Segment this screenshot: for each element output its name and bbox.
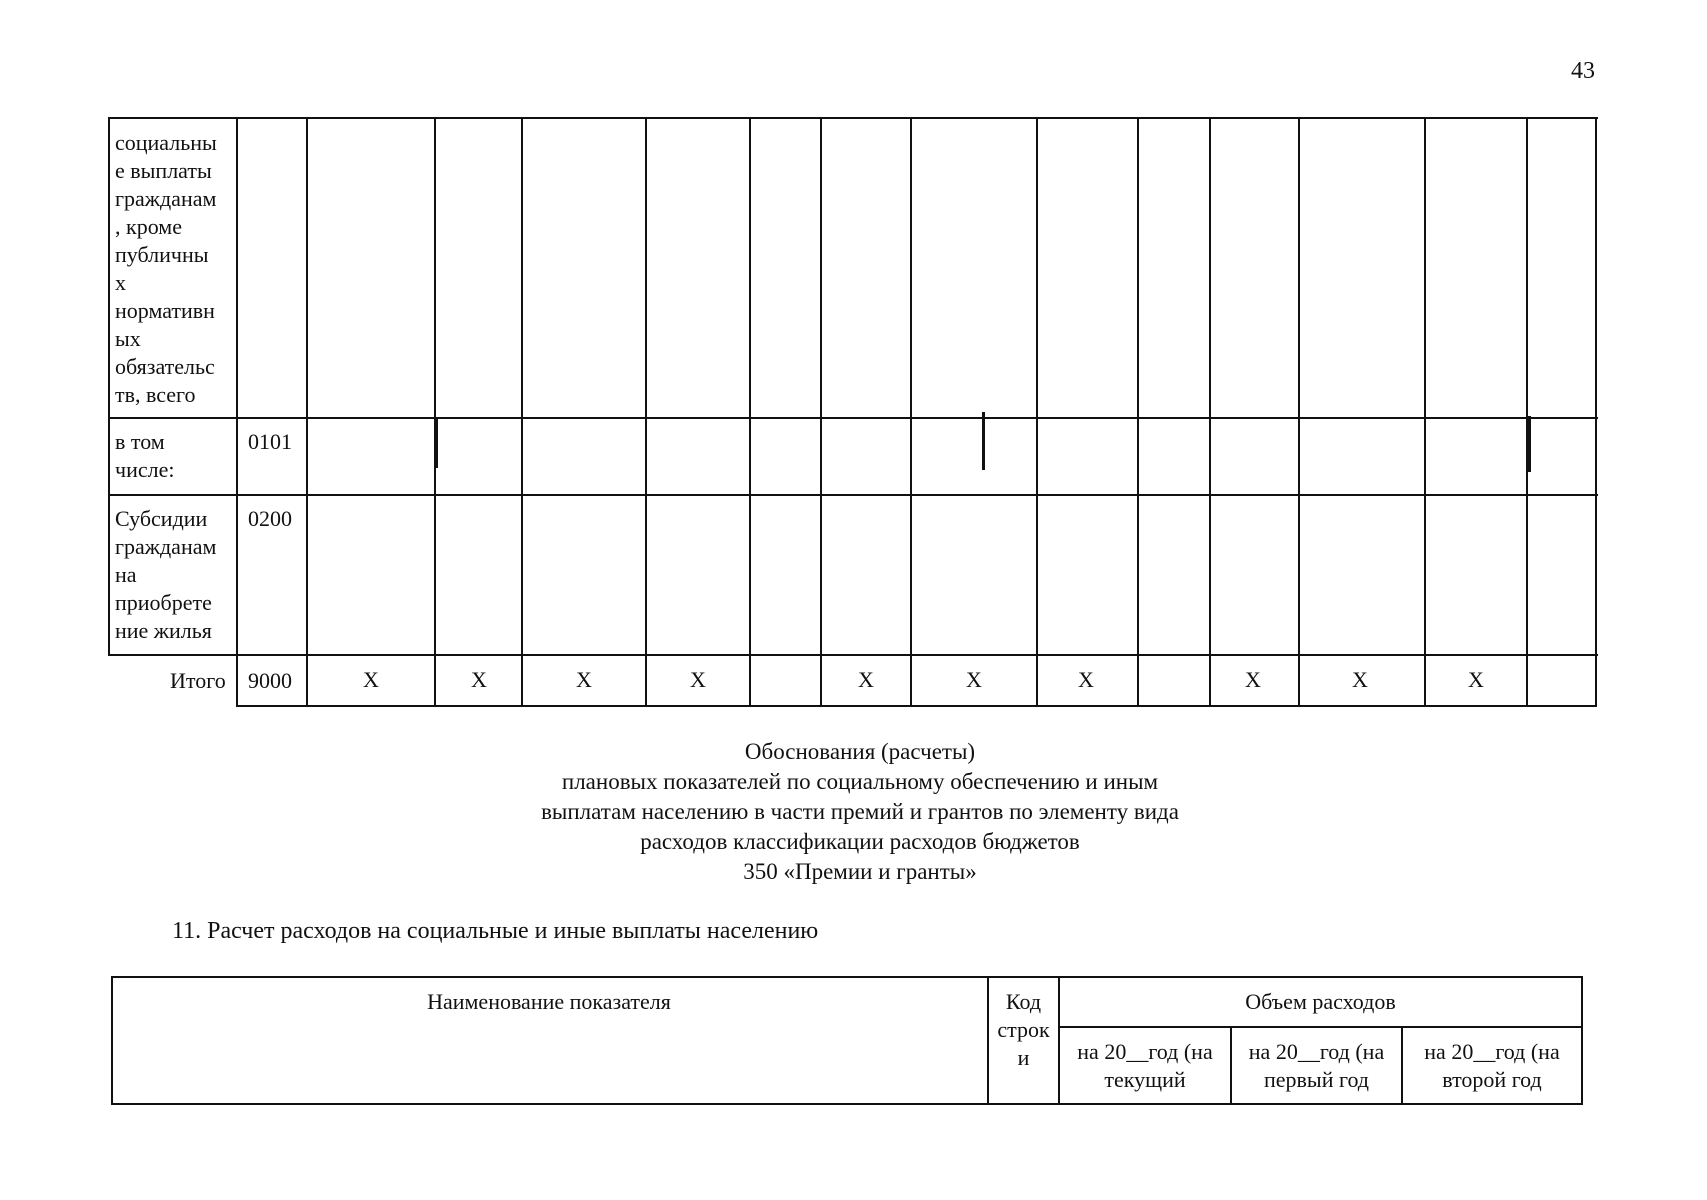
section-title-block <box>390 737 1330 887</box>
table2-border <box>111 976 1583 978</box>
row-code: 0200 <box>248 506 292 531</box>
table1-border <box>306 117 308 707</box>
table1-border <box>236 705 1596 707</box>
table1-border <box>108 494 1598 496</box>
table1-border <box>1036 117 1038 707</box>
total-cell: X <box>471 667 487 692</box>
title-line: выплатам населению в части премий и грантов по элементу вида <box>541 799 1179 824</box>
total-row-label: Итого <box>170 668 226 693</box>
table1-border <box>1526 117 1528 707</box>
column-header-expense-volume: Объем расходов <box>1245 989 1396 1014</box>
table1-border <box>1209 117 1211 707</box>
table1-border <box>749 117 751 707</box>
title-line: плановых показателей по социальному обеспечению и иным <box>561 769 1159 794</box>
total-cell: X <box>576 667 592 692</box>
total-cell: X <box>966 667 982 692</box>
total-cell: X <box>1468 667 1484 692</box>
table1-border <box>1298 117 1300 707</box>
total-row-code: 9000 <box>248 668 292 693</box>
column-header-first-year: на 20__год (на первый год <box>1248 1039 1385 1092</box>
table1-border <box>1595 117 1597 707</box>
title-line: расходов классификации расходов бюджетов <box>640 829 1080 854</box>
table2-border <box>1058 1026 1583 1028</box>
table1-border <box>108 417 1598 419</box>
page-number: 43 <box>1571 58 1595 84</box>
table1-border <box>108 117 110 656</box>
expense-calculation-table <box>111 976 1583 1105</box>
table1-border <box>910 117 912 707</box>
section-heading: 11. Расчет расходов на социальные и иные выплаты населению <box>172 918 819 944</box>
table1-border <box>820 117 822 707</box>
row-label-social-payments: социальны е выплаты гражданам , кроме публичны х нормативн ых обязательс тв, всего <box>115 130 217 407</box>
title-line: 350 «Премии и гранты» <box>743 859 977 884</box>
total-cell: X <box>363 667 379 692</box>
scan-mark <box>982 412 985 470</box>
table1-border <box>1137 117 1139 707</box>
column-header-line-code: Код строк и <box>997 989 1050 1070</box>
total-cell: X <box>1352 667 1368 692</box>
title-line: Обоснования (расчеты) <box>744 739 976 764</box>
column-header-indicator-name: Наименование показателя <box>427 989 671 1014</box>
table1-border <box>108 117 1598 119</box>
row-label-including: в том числе: <box>115 429 175 482</box>
total-cell: X <box>1245 667 1261 692</box>
column-header-second-year: на 20__год (на второй год <box>1424 1039 1560 1092</box>
total-cell: X <box>690 667 706 692</box>
scan-mark <box>435 418 438 468</box>
table2-border <box>1581 976 1583 1105</box>
row-code: 0101 <box>248 429 292 454</box>
table1-border <box>108 654 1598 656</box>
column-header-current-year: на 20__год (на текущий <box>1077 1039 1213 1092</box>
table1-border <box>645 117 647 707</box>
total-cell: X <box>1078 667 1094 692</box>
scan-mark <box>1528 416 1531 472</box>
row-label-housing-subsidies: Субсидии гражданам на приобрете ние жилья <box>115 506 217 643</box>
table1-border <box>236 117 238 707</box>
table1-border <box>434 117 436 707</box>
total-cell: X <box>858 667 874 692</box>
table1-border <box>1424 117 1426 707</box>
table1-border <box>521 117 523 707</box>
table2-border <box>111 1103 1583 1105</box>
